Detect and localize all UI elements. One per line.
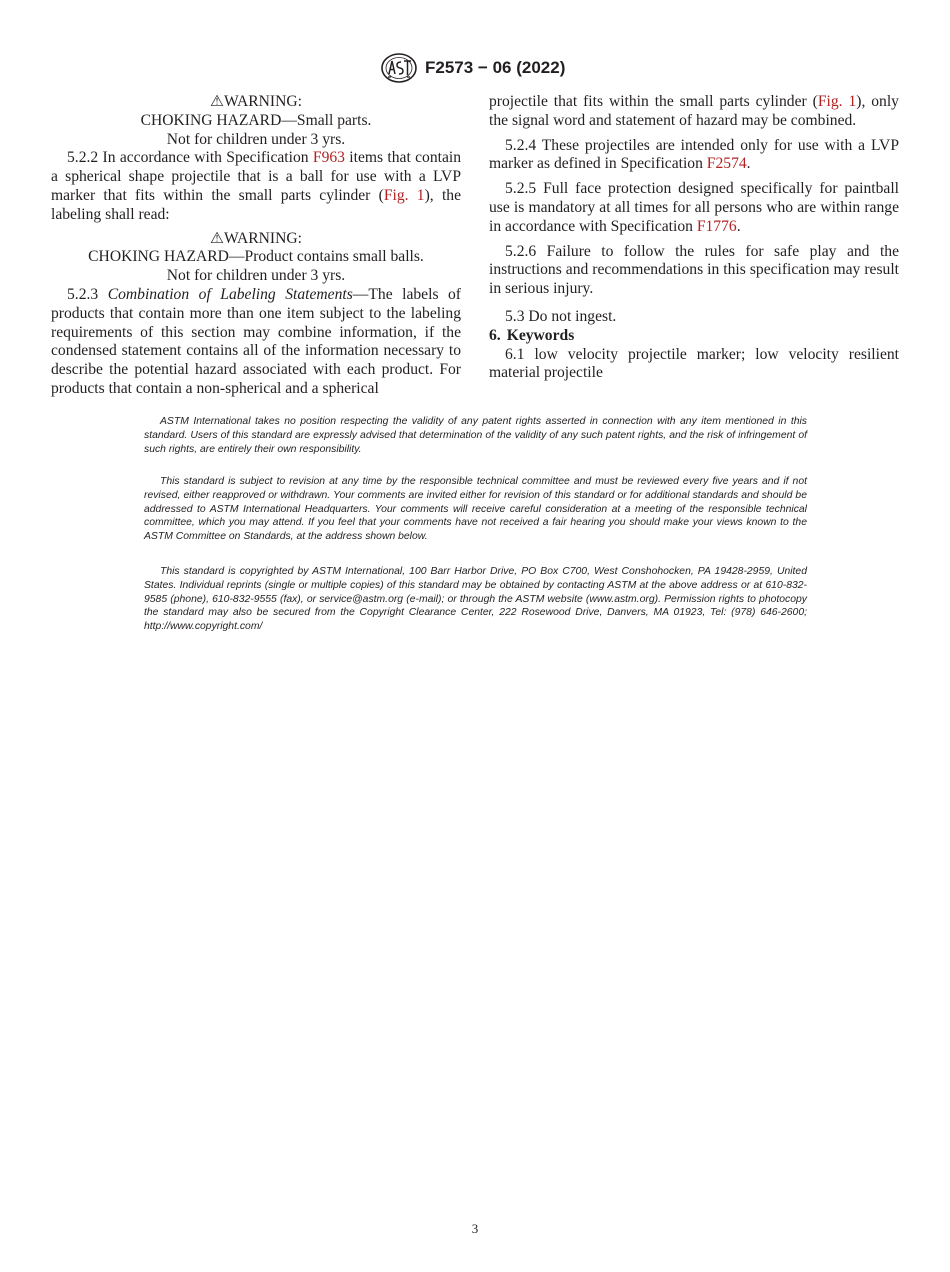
paragraph-6-1: 6.1 low velocity projectile marker; low velocity resilient material projectile (489, 345, 899, 382)
warning-hazard: CHOKING HAZARD—Product contains small balls. (88, 248, 424, 266)
paragraph-5-2-2: 5.2.2 In accordance with Specification F963 items that contain a spherical shape projectile that is a ball for use with a LVP marker that fits within the small parts cylinder (Fig. 1), the labeling shall read: (51, 149, 461, 223)
section-heading-keywords: 6. Keywords (489, 326, 575, 344)
page-header (0, 52, 950, 86)
revision-notice: This standard is subject to revision at any time by the responsible technical committee and must be reviewed every five years and if not revised, either reapproved or withdrawn. Your comments are invited either for revision of this standard or for additional standards and should be addressed to ASTM International Headquarters. Your comments will receive careful consideration at a meeting of the responsible technical committee, which you may attend. If you feel that your comments have not received a fair hearing you should make your views known to the ASTM Committee on Standards, at the address shown below. (144, 476, 807, 543)
document-designation: F2573 − 06 (2022) (425, 58, 566, 77)
warning-age: Not for children under 3 yrs. (166, 130, 346, 148)
warning-label: ⚠WARNING: (210, 229, 302, 247)
page-number: 3 (471, 1221, 479, 1236)
warning-age: Not for children under 3 yrs. (166, 267, 346, 285)
link-f1776[interactable]: F1776 (696, 217, 737, 235)
warning-hazard: CHOKING HAZARD—Small parts. (140, 111, 372, 129)
paragraph-title: Combination of Labeling Statements (107, 285, 353, 303)
link-fig-1[interactable]: Fig. 1 (817, 93, 857, 110)
paragraph-5-2-3: 5.2.3 Combination of Labeling Statements—The labels of products that contain more than one item subject to the labeling requirements of this section may combine information, if the condensed statement contains all of the information necessary to describe the potential hazard associated with each product. For products that contain a non-spherical and a spherical (51, 285, 462, 397)
link-fig-1[interactable]: Fig. 1 (383, 186, 425, 204)
paragraph-5-2-5: 5.2.5 Full face protection designed specifically for paintball use is mandatory at all times for all persons who are within range in accordance with Specification F1776. (489, 180, 899, 235)
paragraph-5-3: 5.3 Do not ingest. (505, 307, 617, 325)
astm-logo (380, 52, 418, 84)
link-f963[interactable]: F963 (312, 149, 345, 167)
right-column (489, 93, 899, 383)
patent-notice: ASTM International takes no position respecting the validity of any patent rights asserted in connection with any item mentioned in this standard. Users of this standard are expressly advised that determination of the validity of any such patent rights, and the risk of infringement of such rights, are entirely their own responsibility. (144, 416, 807, 455)
warning-label: ⚠WARNING: (210, 93, 302, 110)
link-f2574[interactable]: F2574 (706, 155, 747, 173)
paragraph-5-2-3-continued: projectile that fits within the small parts cylinder (Fig. 1), only the signal word and statement of hazard may be combined. (489, 93, 899, 129)
paragraph-5-2-6: 5.2.6 Failure to follow the rules for safe play and the instructions and recommendations in this specification may result in serious injury. (489, 242, 899, 298)
left-column (51, 93, 461, 399)
paragraph-5-2-4: 5.2.4 These projectiles are intended only for use with a LVP marker as defined in Specification F2574. (489, 136, 899, 173)
copyright-notice: This standard is copyrighted by ASTM International, 100 Barr Harbor Drive, PO Box C700, West Conshohocken, PA 19428-2959, United States. Individual reprints (single or multiple copies) of this standard may be obtained by contacting ASTM at the above address or at 610-832-9585 (phone), 610-832-9555 (fax), or service@astm.org (e-mail); or through the ASTM website (www.astm.org). Permission rights to photocopy the standard may also be secured from the Copyright Clearance Center, 222 Rosewood Drive, Danvers, MA 01923, Tel: (978) 646-2600; http://www.copyright.com/ (144, 566, 807, 633)
